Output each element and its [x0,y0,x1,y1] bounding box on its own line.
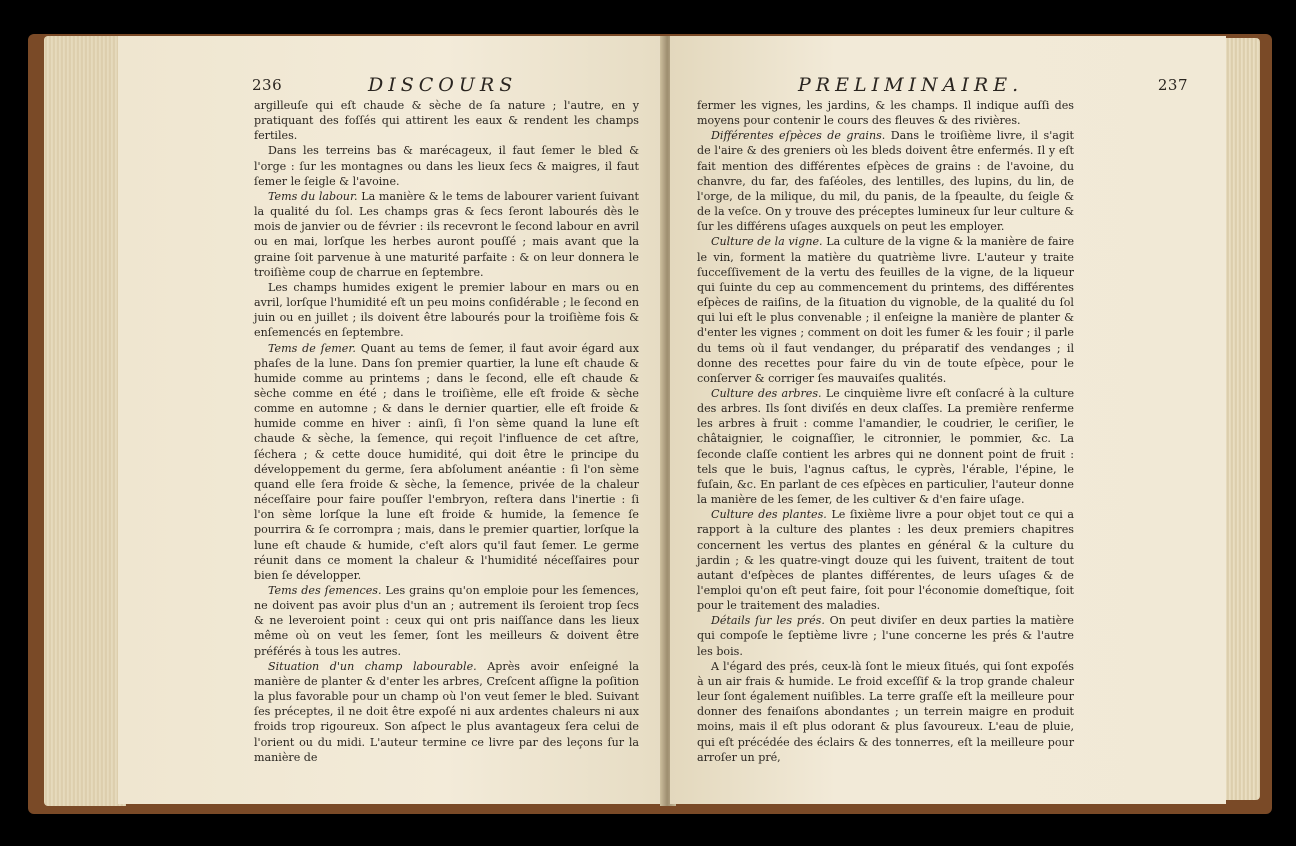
paragraph [697,507,1074,613]
paragraph [254,583,639,659]
paragraph-text: argilleuſe qui eſt chaude & sèche de ſa nature ; l'autre, en y pratiquant des foſſés qui attirent les eaux & rendent les champs fertiles. [254,99,639,143]
paragraph [254,280,639,341]
side-heading: Culture des plantes. [711,508,827,522]
paragraph [254,143,639,188]
paragraph [254,189,639,280]
running-title: PRELIMINAIRE. [798,74,1024,96]
paragraph-text: Les grains qu'on emploie pour les ſemences, ne doivent pas avoir plus d'un an ; autrement ils ſeroient trop ſecs & ne leveroient point : ceux qui ont pris naiſſance dans les lieux même où on veut les ſemer, ſont les meilleurs & doivent être préférés à tous les autres. [254,584,639,658]
left-page-text [254,98,639,765]
side-heading: Tems de ſemer. [268,341,356,355]
paragraph-text: La manière & le tems de labourer varient ſuivant la qualité du ſol. Les champs gras & ſecs ſeront labourés dès le mois de janvier ou de février : ils recevront le ſecond labour en avril ou en mai, lorſque les herbes auront pouſſé ; mais avant que la graine ſoit parvenue à une maturité parfaite : & on leur donnera le troiſième coup de charrue en ſeptembre. [254,189,639,279]
running-title: DISCOURS [368,74,518,96]
paragraph [697,659,1074,765]
paragraph [254,98,639,143]
page-edges-left [44,36,126,806]
paragraph [697,613,1074,658]
paragraph [697,128,1074,234]
paragraph [254,659,639,765]
side-heading: Tems du labour. [268,189,358,203]
side-heading: Différentes eſpèces de grains. [711,129,886,143]
paragraph [697,98,1074,128]
paragraph-text: On peut diviſer en deux parties la matière qui compoſe le ſeptième livre ; l'une concerne les prés & l'autre les bois. [697,614,1074,658]
paragraph [697,386,1074,507]
paragraph [254,341,639,584]
page-edges-right [1222,38,1260,800]
page-number: 237 [1157,76,1188,94]
right-page [670,36,1226,804]
right-page-text [697,98,1074,765]
side-heading: Détails ſur les prés. [711,614,825,628]
paragraph-text: Les champs humides exigent le premier labour en mars ou en avril, lorſque l'humidité eſt un peu moins conſidérable ; le ſecond en juin ou en juillet ; ils doivent être labourés pour la troiſième fois & enſemencés en ſeptembre. [254,280,639,340]
paragraph-text: fermer les vignes, les jardins, & les champs. Il indique auſſi des moyens pour contenir le cours des fleuves & des rivières. [697,99,1074,128]
side-heading: Culture des arbres. [711,386,822,400]
page-number: 236 [252,76,283,94]
side-heading: Tems des ſemences. [268,584,382,597]
paragraph-text: Dans le troiſième livre, il s'agit de l'aire & des greniers où les bleds doivent être enfermés. Il y eſt fait mention des différentes eſpèces de grains : de l'avoine, du chanvre, du far, des faſéoles, des lentilles, des lupins, du lin, de l'orge, de la milique, du mil, du panis, de la ſpeaulte, du ſeigle & de la veſce. On y trouve des préceptes lumineux ſur leur culture & ſur les différens uſages auxquels on peut les employer. [697,129,1074,234]
paragraph-text: Après avoir enſeigné la manière de planter & d'enter les arbres, Creſcent aſſigne la poſition la plus favorable pour un champ où l'on veut ſemer le bled. Suivant ſes préceptes, il ne doit être expoſé ni aux ardentes chaleurs ni aux froids trop rigoureux. Son aſpect le plus avantageux ſera celui de l'orient ou du midi. L'auteur termine ce livre par des leçons ſur la manière de [254,659,639,764]
paragraph-text: La culture de la vigne & la manière de faire le vin, forment la matière du quatrième livre. L'auteur y traite ſucceſſivement de la vertu des feuilles de la vigne, de la liqueur qui ſuinte du cep au commencement du printems, des différentes eſpèces de raiſins, de la ſituation du vignoble, de la qualité du ſol qui lui eſt le plus convenable ; il enſeigne la manière de planter & d'enter les vignes ; comment on doit les fumer & les fouir ; il parle du tems où il faut vendanger, du préparatif des vendanges ; il donne des recettes pour faire du vin de toute eſpèce, pour le conſerver & corriger ſes mauvaiſes qualités. [697,235,1075,385]
side-heading: Culture de la vigne. [711,235,823,249]
paragraph [697,234,1074,386]
left-page [118,36,666,804]
paragraph-text: A l'égard des prés, ceux-là ſont le mieux ſitués, qui ſont expoſés à un air frais & humide. Le froid exceſſif & la trop grande chaleur leur ſont également nuiſibles. La terre graſſe eſt la meilleure pour donner des fenaiſons abondantes ; un terrein maigre en produit moins, mais il eſt plus odorant & plus ſavoureux. L'eau de pluie, qui eſt précédée des éclairs & des tonnerres, eſt la meilleure pour arroſer un pré, [697,659,1074,764]
paragraph-text: Dans les terreins bas & marécageux, il faut ſemer le bled & l'orge : ſur les montagnes ou dans les lieux ſecs & maigres, il faut ſemer le ſeigle & l'avoine. [254,144,639,188]
paragraph-text: Le ſixième livre a pour objet tout ce qui a rapport à la culture des plantes : les deux premiers chapitres concernent les vertus des plantes en général & la culture du jardin ; & les quatre-vingt douze qui les ſuivent, traitent de tout autant d'eſpèces de plantes différentes, de leurs uſages & de l'emploi qu'on eſt peut faire, ſoit pour l'économie domeſtique, ſoit pour le traitement des maladies. [697,508,1074,613]
paragraph-text: Quant au tems de ſemer, il faut avoir égard aux phaſes de la lune. Dans ſon premier quartier, la lune eſt chaude & humide comme au printems ; dans le ſecond, elle eſt chaude & sèche comme en été ; dans le troiſième, elle eſt froide & sèche comme en automne ; & dans le dernier quartier, elle eſt froide & humide comme en hiver : ainſi, ſi l'on sème quand la lune eſt chaude & sèche, la ſemence, qui reçoit l'influence de cet aſtre, ſéchera ; & cette douce humidité, qui doit être le principe du développement du germe, ſera abſolument anéantie : ſi l'on sème quand elle ſera froide & sèche, la ſemence, privée de la chaleur néceſſaire pour faire pouſſer l'embryon, reſtera dans l'inertie : ſi l'on sème lorſque la lune eſt froide & humide, la ſemence ſe pourrira & ſe corrompra ; mais, dans le premier quartier, lorſque la lune eſt chaude & humide, c'eſt alors qu'il faut ſemer. Le germe réunit dans ce moment la chaleur & l'humidité néceſſaires pour bien ſe développer. [254,341,639,582]
paragraph-text: Le cinquième livre eſt conſacré à la culture des arbres. Ils ſont diviſés en deux claſſes. La première renferme les arbres à fruit : comme l'amandier, le coudrier, le ceriſier, le châtaignier, le coignaſſier, le citronnier, le pommier, &c. La ſeconde claſſe contient les arbres qui ne donnent point de fruit : tels que le buis, l'agnus caſtus, le cyprès, l'érable, l'épine, le fuſain, &c. En parlant de ces eſpèces en particulier, l'auteur donne la manière de les ſemer, de les cultiver & d'en faire uſage. [697,386,1075,507]
right-page-header [670,74,1226,98]
left-page-header [118,74,666,98]
side-heading: Situation d'un champ labourable. [268,659,477,673]
